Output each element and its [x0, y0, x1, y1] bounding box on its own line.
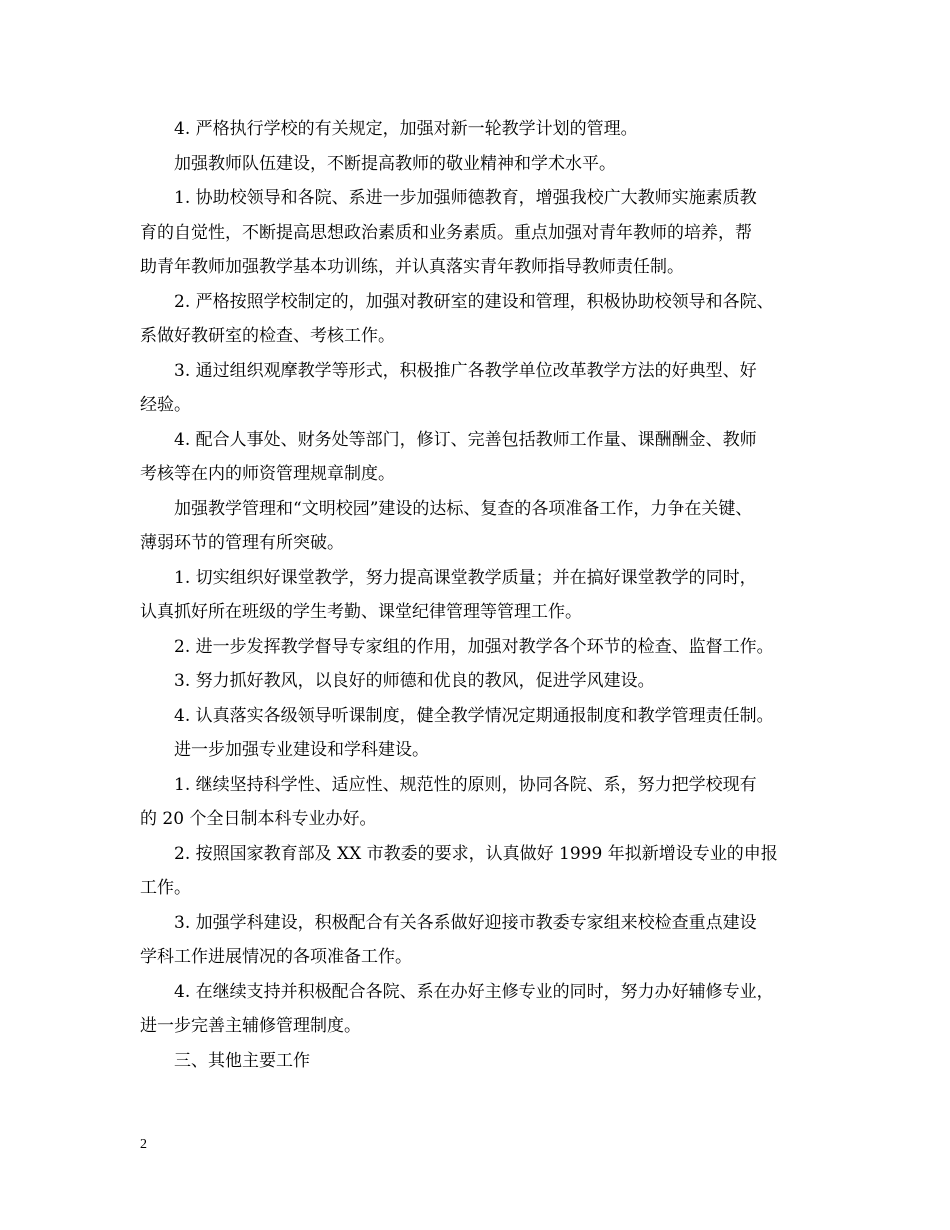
page-number: 2: [140, 1137, 147, 1152]
text-line: 2. 进一步发挥教学督导专家组的作用，加强对教学各个环节的检查、监督工作。: [174, 636, 774, 657]
text-line: 4. 认真落实各级领导听课制度，健全教学情况定期通报制度和教学管理责任制。: [174, 705, 774, 726]
text-line: 育的自觉性，不断提高思想政治素质和业务素质。重点加强对青年教师的培养，帮: [140, 222, 752, 243]
text-line: 2. 按照国家教育部及 XX 市教委的要求，认真做好 1999 年拟新增设专业的申报: [174, 843, 778, 864]
text-line: 1. 切实组织好课堂教学，努力提高课堂教学质量；并在搞好课堂教学的同时，: [174, 567, 757, 588]
text-line: 2. 严格按照学校制定的，加强对教研室的建设和管理，积极协助校领导和各院、: [174, 291, 774, 312]
text-line: 进一步完善主辅修管理制度。: [140, 1016, 361, 1036]
text-line: 4. 在继续支持并积极配合各院、系在办好主修专业的同时，努力办好辅修专业，: [174, 981, 774, 1002]
text-line: 考核等在内的师资管理规章制度。: [140, 464, 395, 484]
text-line: 3. 通过组织观摩教学等形式，积极推广各教学单位改革教学方法的好典型、好: [174, 360, 757, 381]
section-heading: 进一步加强专业建设和学科建设。: [174, 740, 429, 760]
text-line: 1. 协助校领导和各院、系进一步加强师德教育，增强我校广大教师实施素质教: [174, 188, 757, 208]
text-line: 3. 加强学科建设，积极配合有关各系做好迎接市教委专家组来校检查重点建设: [174, 912, 757, 933]
text-line: 学科工作进展情况的各项准备工作。: [140, 947, 412, 967]
section-heading: 薄弱环节的管理有所突破。: [140, 533, 344, 553]
text-line: 4. 严格执行学校的有关规定，加强对新一轮教学计划的管理。: [174, 119, 638, 139]
text-line: 3. 努力抓好教风，以良好的师德和优良的教风，促进学风建设。: [174, 671, 655, 691]
section-heading: 加强教师队伍建设，不断提高教师的敬业精神和学术水平。: [174, 153, 616, 174]
text-line: 经验。: [140, 395, 191, 415]
text-line: 系做好教研室的检查、考核工作。: [140, 326, 395, 346]
text-line: 的 20 个全日制本科专业办好。: [140, 809, 377, 829]
document-body: [140, 112, 820, 1078]
text-line: 1. 继续坚持科学性、适应性、规范性的原则，协同各院、系，努力把学校现有: [174, 774, 757, 795]
text-line: 工作。: [140, 878, 191, 898]
text-line: 助青年教师加强教学基本功训练，并认真落实青年教师指导教师责任制。: [140, 257, 684, 277]
text-line: 4. 配合人事处、财务处等部门，修订、完善包括教师工作量、课酬酬金、教师: [174, 429, 757, 450]
text-line: 认真抓好所在班级的学生考勤、课堂纪律管理等管理工作。: [140, 602, 582, 622]
section-heading: 三、其他主要工作: [174, 1050, 310, 1071]
section-heading: 加强教学管理和“文明校园”建设的达标、复查的各项准备工作，力争在关键、: [174, 498, 753, 519]
